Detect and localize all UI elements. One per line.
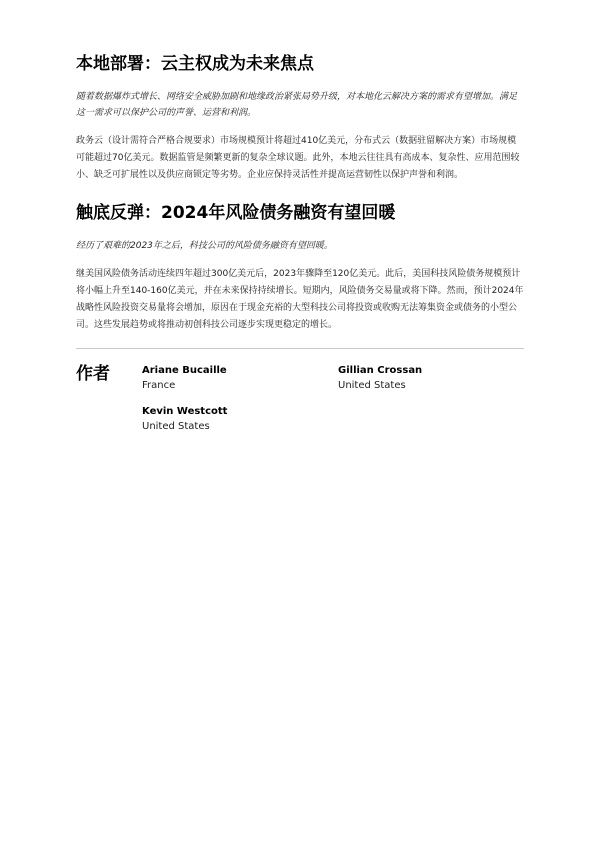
divider — [76, 348, 524, 349]
section-body: 继美国风险债务活动连续四年超过300亿美元后，2023年骤降至120亿美元。此后，美国科技风险债务规模预计将小幅上升至140-160亿美元，并在未来保持持续增长。短期内，风险债务交易量或将下降。然而，预计2024年战略性风险投资交易量将会增加，原因在于现金充裕的大型科技公司将投资或收购无法筹集资金或债务的小型公司。这些发展趋势或将推动初创科技公司逐步实现更稳定的增长。 — [76, 269, 524, 330]
section-intro: 经历了艰难的2023年之后，科技公司的风险债务融资有望回暖。 — [76, 241, 333, 251]
section-intro: 随着数据爆炸式增长、网络安全威胁加剧和地缘政治紧张局势升级，对本地化云解决方案的需求有望增加。满足这一需求可以保护公司的声誉、运营和利润。 — [76, 92, 518, 118]
section-local-deployment — [76, 52, 524, 184]
section-heading: 本地部署：云主权成为未来焦点 — [76, 54, 314, 74]
author-country: United States — [142, 421, 210, 432]
author-country: France — [142, 380, 176, 391]
author-card — [142, 404, 227, 434]
author-country: United States — [338, 380, 406, 391]
author-name: Ariane Bucaille — [142, 365, 227, 376]
authors-section — [76, 363, 524, 453]
author-card — [338, 363, 422, 393]
section-heading: 触底反弹：2024年风险债务融资有望回暖 — [76, 203, 396, 223]
page-content — [76, 52, 524, 453]
section-body: 政务云（设计需符合严格合规要求）市场规模预计将超过410亿美元，分布式云（数据驻留解决方案）市场规模可能超过70亿美元。数据监管是频繁更新的复杂全球议题。此外，本地云往往具有高成本、复杂性、应用范围较小、缺乏可扩展性以及供应商锁定等劣势。企业应保持灵活性并提高运营韧性以保护声誉和利润。 — [76, 136, 520, 180]
author-card — [142, 363, 227, 393]
author-name: Kevin Westcott — [142, 406, 228, 417]
section-venture-debt — [76, 201, 524, 334]
author-name: Gillian Crossan — [338, 365, 423, 376]
authors-title: 作者 — [76, 364, 110, 384]
